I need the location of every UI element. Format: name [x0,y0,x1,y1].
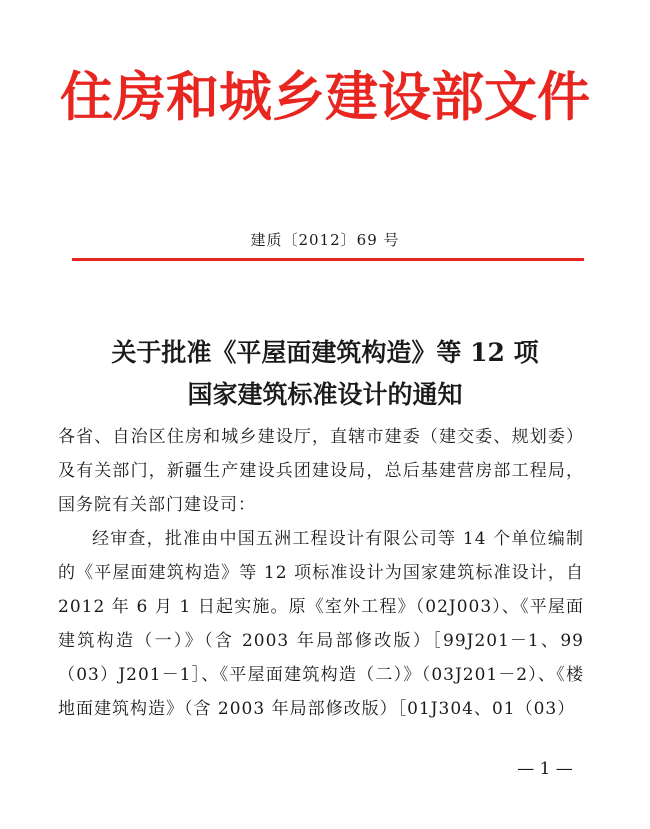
body-paragraph: 经审查，批准由中国五洲工程设计有限公司等 14 个单位编制的《平屋面建筑构造》等 12 项标准设计为国家建筑标准设计，自 2012 年 6 月 1 日起实施。原《室外工程》（02J003）、《平屋面建筑构造（一）》（含 2003 年局部修改版）［99J201－1、99（03）J201－1］、《平屋面建筑构造（二）》（03J201－2）、《楼地面建筑构造》（含 2003 年局部修改版）［01J304、01（03） [58,529,584,719]
document-number: 建质〔2012〕69 号 [250,231,400,249]
document-header-title: 住房和城乡建设部文件 [60,66,590,128]
addressees-paragraph: 各省、自治区住房和城乡建设厅，直辖市建委（建交委、规划委）及有关部门，新疆生产建设兵团建设局，总后基建营房部工程局，国务院有关部门建设司： [58,427,584,515]
page-number: — 1 — [517,759,573,779]
document-body [58,420,584,726]
red-divider-rule [72,258,584,261]
notice-title-line1: 关于批准《平屋面建筑构造》等 12 项 [111,338,539,367]
notice-title-line2: 国家建筑标准设计的通知 [187,380,463,409]
